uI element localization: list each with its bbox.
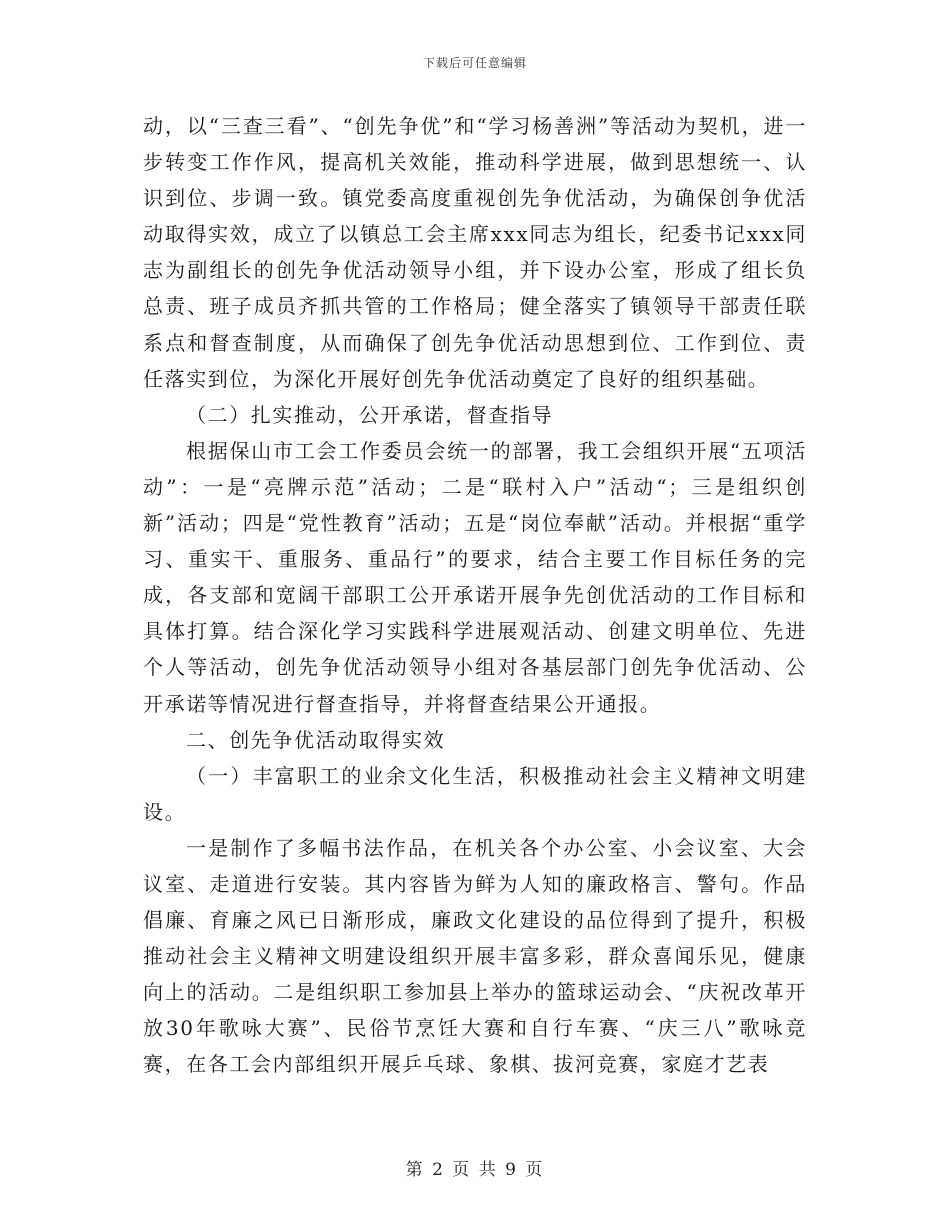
- paragraph-cultural-activities: 一是制作了多幅书法作品，在机关各个办公室、小会议室、大会议室、走道进行安装。其内容皆为鲜为人知的廉政格言、警句。作品倡廉、育廉之风已日渐形成，廉政文化建设的品位得到了提升，积极推动社会主义精神文明建设组织开展丰富多彩，群众喜闻乐见，健康向上的活动。二是组织职工参加县上举办的篮球运动会、“庆祝改革开放30年歌咏大赛”、民俗节烹饪大赛和自行车赛、“庆三八”歌咏竞赛，在各工会内部组织开展乒乓球、象棋、拔河竞赛，家庭才艺表: [143, 835, 807, 1077]
- section-heading-secondary: （二）扎实推动，公开承诺，督查指导: [186, 402, 554, 427]
- paragraph-continuation: 动，以“三查三看”、“创先争优”和“学习杨善洲”等活动为契机，进一步转变工作作风，提高机关效能，推动科学进展，做到思想统一、认识到位、步调一致。镇党委高度重视创先争优活动，为确保创争优活动取得实效，成立了以镇总工会主席xxx同志为组长，纪委书记xxx同志为副组长的创先争优活动领导小组，并下设办公室，形成了组长负总责、班子成员齐抓共管的工作格局；健全落实了镇领导干部责任联系点和督查制度，从而确保了创先争优活动思想到位、工作到位、责任落实到位，为深化开展好创先争优活动奠定了良好的组织基础。: [143, 114, 807, 391]
- page-number: 第 2 页 共 9 页: [405, 1160, 545, 1180]
- section-heading-subsection: （一）丰富职工的业余文化生活，积极推动社会主义精神文明建设。: [143, 763, 807, 824]
- section-heading-primary: 二、创先争优活动取得实效: [186, 727, 446, 752]
- page-header: 下载后可任意编辑: [422, 56, 527, 70]
- paragraph-five-activities: 根据保山市工会工作委员会统一的部署，我工会组织开展“五项活动”：一是“亮牌示范”活动；二是“联村入户”活动“；三是组织创新”活动；四是“党性教育”活动；五是“岗位奉献”活动。并根据“重学习、重实干、重服务、重品行”的要求，结合主要工作目标任务的完成，各支部和宽阔干部职工公开承诺开展争先创优活动的工作目标和具体打算。结合深化学习实践科学进展观活动、创建文明单位、先进个人等活动，创先争优活动领导小组对各基层部门创先争优活动、公开承诺等情况进行督查指导，并将督查结果公开通报。: [143, 438, 807, 716]
- document-body: [143, 108, 807, 1083]
